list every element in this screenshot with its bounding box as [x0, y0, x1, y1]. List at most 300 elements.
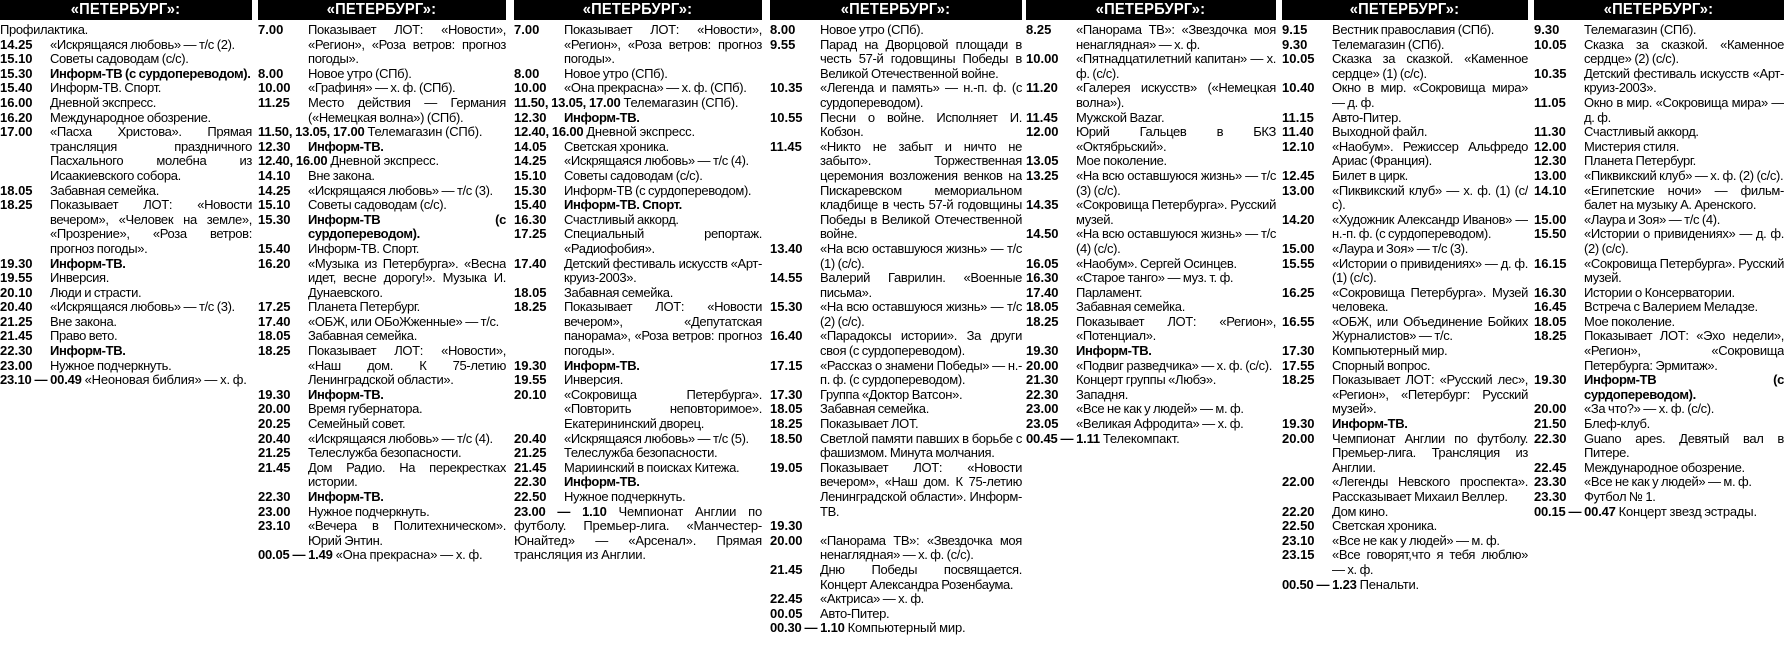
program-time: 11.50, 13.05, 17.00 [258, 124, 365, 140]
program-title: Люди и страсти. [50, 284, 142, 300]
program-time: 17.40 [1026, 284, 1059, 300]
program-time: 21.45 [258, 459, 291, 475]
program-title: Семейный совет. [308, 416, 406, 432]
program-item [1534, 300, 1784, 315]
program-time: 13.40 [770, 240, 803, 256]
program-time: 18.50 [770, 430, 803, 446]
program-item [1026, 198, 1276, 227]
program-item [770, 607, 1022, 622]
program-time: 11.50, 13.05, 17.00 [514, 94, 621, 110]
program-item [514, 461, 762, 476]
program-list [770, 20, 1022, 636]
program-item [1534, 286, 1784, 301]
program-title: «Рассказ о знамени Победы» — н.-п. ф. (с сурдопереводом). [820, 357, 1022, 388]
program-title: Информ-ТВ (с сурдопереводом). [308, 211, 506, 242]
program-time: 00.50 — 1.23 [1282, 576, 1357, 592]
program-title: Дневной экспресс. [586, 124, 695, 140]
program-time: 20.40 [258, 430, 291, 446]
program-item [514, 227, 762, 256]
program-time: 17.00 [0, 124, 33, 140]
program-item [258, 344, 506, 388]
program-item [1534, 475, 1784, 490]
program-title: Советы садоводам (с/с). [308, 197, 447, 213]
program-time: 23.00 [0, 357, 33, 373]
program-time: 12.40, 16.00 [514, 124, 584, 140]
program-title: Телемагазин (СПб). [623, 94, 739, 110]
program-title: Информ-ТВ. [1332, 416, 1408, 432]
program-item [0, 344, 252, 359]
program-title: Информ-ТВ (с сурдопереводом). [564, 182, 752, 198]
program-item [514, 140, 762, 155]
program-item [770, 242, 1022, 271]
program-title: «Искрящаяся любовь» — т/с (4). [308, 430, 493, 446]
program-item [1282, 417, 1528, 432]
program-item [1534, 432, 1784, 461]
program-title: «Наобум». Режиссер Альфредо Ариас (Франция). [1332, 138, 1528, 169]
program-title: Спорный вопрос. [1332, 357, 1431, 373]
program-time: 11.30 [1534, 124, 1566, 140]
schedule-column [1026, 0, 1276, 665]
program-item [770, 402, 1022, 417]
program-time: 10.35 [770, 80, 803, 96]
program-item [258, 67, 506, 82]
program-item [1534, 461, 1784, 476]
program-title: Информ-ТВ. [1076, 343, 1152, 359]
program-time: 11.45 [770, 138, 802, 154]
program-time: 22.30 [0, 343, 33, 359]
program-title: Инверсия. [564, 372, 624, 388]
program-time: 16.45 [1534, 299, 1567, 315]
program-title: Показывает ЛОТ: «Новости», «Регион», «Роза ветров: прогноз погоды». [308, 22, 506, 67]
program-item [258, 96, 506, 125]
program-time: 23.10 — 00.49 [0, 372, 82, 388]
program-time: 11.45 [1026, 109, 1058, 125]
program-title: Показывает ЛОТ: «Эхо недели», «Регион», «Сокровища Петербурга: Эрмитаж». [1584, 328, 1784, 373]
program-title: «Графиня» — х. ф. (СПб). [308, 80, 456, 96]
program-title: «Сокровища Петербурга». Русский музей. [1584, 255, 1784, 286]
program-time: 9.30 [1534, 22, 1560, 37]
program-list [514, 20, 762, 563]
program-time: 13.25 [1026, 167, 1059, 183]
program-title: «Пасха Христова». Прямая трансляция праздничного Пасхального молебна из Исаакиевского собора. [50, 124, 252, 183]
program-item [1026, 373, 1276, 388]
column-header: «ПЕТЕРБУРГ»: [1534, 0, 1784, 20]
schedule-column [0, 0, 252, 665]
program-time: 10.55 [770, 109, 803, 125]
program-time: 10.05 [1534, 36, 1567, 52]
program-time: 14.50 [1026, 226, 1059, 242]
program-time: 20.10 [514, 386, 547, 402]
program-item [1534, 213, 1784, 228]
column-header: «ПЕТЕРБУРГ»: [0, 0, 252, 20]
program-time: 19.30 [1026, 343, 1059, 359]
program-time: 15.50 [1534, 226, 1567, 242]
program-item [0, 359, 252, 374]
program-time: 22.20 [1282, 503, 1315, 519]
program-time: 22.50 [1282, 518, 1315, 534]
program-item [514, 446, 762, 461]
program-title: Валерий Гаврилин. «Военные письма». [820, 270, 1022, 300]
program-item [514, 184, 762, 199]
program-title: Информ-ТВ. [564, 357, 640, 373]
program-title: Забавная семейка. [564, 284, 673, 300]
program-title: Блеф-клуб. [1584, 416, 1650, 432]
program-title: «Музыка из Петербурга». «Весна идет, весне дорогу!». Музыка И. Дунаевского. [308, 255, 506, 300]
program-item [0, 329, 252, 344]
program-time: 17.15 [770, 357, 803, 373]
program-item [1282, 23, 1528, 38]
program-item [1534, 227, 1784, 256]
program-title: Показывает ЛОТ: «Новости вечером», «Депутатская панорама», «Роза ветров: прогноз погоды». [564, 299, 762, 359]
program-item [0, 271, 252, 286]
program-item [258, 198, 506, 213]
program-title: Вестник православия (СПб). [1332, 22, 1495, 37]
program-time: 20.00 [1282, 430, 1315, 446]
program-time: 18.25 [1282, 372, 1315, 388]
program-title: Дневной экспресс. [330, 153, 439, 169]
program-time: 23.00 [1026, 401, 1059, 417]
program-title: «За что?» — х. ф. (с/с). [1584, 401, 1715, 417]
program-item [1534, 23, 1784, 38]
program-title: Guano apes. Девятый вал в Питере. [1584, 430, 1784, 461]
program-item [770, 140, 1022, 242]
program-title: Забавная семейка. [308, 328, 417, 344]
program-title: «Сокровища Петербурга». Музей человека. [1332, 284, 1528, 315]
program-title: Мое поколение. [1076, 153, 1167, 169]
program-title: Окно в мир. «Сокровища мира» — д. ф. [1332, 80, 1528, 110]
program-item [1282, 257, 1528, 286]
program-time: 22.30 [1534, 430, 1567, 446]
program-time: 12.00 [1534, 138, 1567, 154]
program-time: 18.05 [514, 284, 547, 300]
program-time: 18.25 [1534, 328, 1567, 344]
program-item [1282, 125, 1528, 140]
program-time: 20.00 [1026, 357, 1059, 373]
program-item [1026, 52, 1276, 81]
program-title: Футбол № 1. [1584, 489, 1656, 504]
program-item [770, 81, 1022, 110]
program-item [514, 198, 762, 213]
program-item [258, 23, 506, 67]
program-title: Светская хроника. [564, 138, 669, 154]
program-title: Показывает ЛОТ: «Новости», «Регион», «Роза ветров: прогноз погоды». [564, 22, 762, 67]
program-item [770, 563, 1022, 592]
program-list [1282, 20, 1528, 592]
program-item [0, 184, 252, 199]
program-time: 18.05 [1026, 299, 1059, 315]
program-item [514, 96, 762, 111]
program-time: 8.25 [1026, 22, 1052, 37]
program-item [1282, 140, 1528, 169]
program-item [258, 81, 506, 96]
program-time: 23.30 [1534, 474, 1567, 490]
program-title: Показывает ЛОТ: «Русский лес», «Регион», «Петербург: Русский музей». [1332, 372, 1528, 417]
program-item [258, 417, 506, 432]
program-title: «На всю оставшуюся жизнь» — т/с (1) (с/с). [820, 240, 1022, 271]
program-item [1282, 432, 1528, 476]
program-time: 00.05 [770, 605, 803, 621]
program-item [1282, 38, 1528, 53]
program-title: «Она прекрасна» — х. ф. (СПб). [564, 80, 747, 96]
program-item [1282, 534, 1528, 549]
program-time: 16.05 [1026, 255, 1059, 271]
program-item [1534, 169, 1784, 184]
program-title: Встреча с Валерием Меладзе. [1584, 299, 1758, 315]
program-item [1282, 359, 1528, 374]
schedule-column [770, 0, 1022, 665]
program-item [1026, 257, 1276, 272]
program-title: Истории о Консерватории. [1584, 284, 1735, 300]
program-item [1026, 169, 1276, 198]
program-time: 13.00 [1534, 167, 1567, 183]
schedule-column [258, 0, 506, 665]
program-item [514, 213, 762, 228]
program-time: 15.00 [1282, 240, 1315, 256]
program-time: 14.35 [1026, 197, 1059, 213]
program-title: Инверсия. [50, 270, 110, 286]
program-item [1282, 213, 1528, 242]
program-item [514, 432, 762, 447]
program-title: Дом Радио. На перекрестках истории. [308, 459, 506, 490]
program-item [514, 373, 762, 388]
program-time: 9.55 [770, 36, 796, 52]
program-time: 22.00 [1282, 474, 1315, 490]
program-title: Нужное подчеркнуть. [50, 357, 172, 373]
program-time: 10.00 [514, 80, 547, 96]
program-title: Советы садоводам (с/с). [50, 51, 189, 67]
program-title: «Пиквикский клуб» — х. ф. (2) (с/с). [1584, 167, 1784, 183]
program-item [258, 257, 506, 301]
program-time: 11.05 [1534, 94, 1566, 110]
program-title: Телемагазин (СПб). [1332, 36, 1445, 52]
program-title: «Лаура и Зоя» — т/с (4). [1584, 211, 1720, 227]
program-time: 14.55 [770, 270, 803, 286]
program-item [0, 111, 252, 126]
program-title: Западня. [1076, 386, 1128, 402]
program-time: 23.10 [1282, 532, 1315, 548]
program-item [258, 490, 506, 505]
program-time: 11.15 [1282, 109, 1314, 125]
program-title: Пенальти. [1359, 576, 1419, 592]
program-item [1534, 67, 1784, 96]
program-item [514, 67, 762, 82]
program-item [770, 23, 1022, 38]
program-time: 18.05 [258, 328, 291, 344]
program-title: Парад на Дворцовой площади в честь 57-й годовщины Победы в Великой Отечественной войне. [820, 36, 1022, 81]
program-time: 14.25 [0, 36, 33, 52]
program-item [1026, 300, 1276, 315]
program-time: 22.50 [514, 489, 547, 504]
program-title: «На всю оставшуюся жизнь» — т/с (4) (с/с). [1076, 226, 1276, 256]
program-item [514, 286, 762, 301]
program-item [770, 300, 1022, 329]
program-time: 14.25 [258, 182, 291, 198]
program-title: «Легенда и память» — н.-п. ф. (с сурдопереводом). [820, 80, 1022, 110]
program-time: 10.40 [1282, 80, 1315, 96]
program-item [1282, 373, 1528, 417]
program-time: 19.30 [0, 255, 33, 271]
program-item [1282, 242, 1528, 257]
program-title: Телемагазин (СПб). [367, 124, 483, 140]
program-item [0, 300, 252, 315]
program-item [514, 300, 762, 358]
program-title: Время губернатора. [308, 401, 423, 417]
program-time: 22.45 [1534, 459, 1567, 475]
program-time: 11.25 [258, 94, 290, 110]
program-title: Показывает ЛОТ: «Новости», «Наш дом. К 75-летию Ленинградской области». [308, 343, 506, 388]
program-item [1282, 52, 1528, 81]
program-title: «Старое танго» — муз. т. ф. [1076, 270, 1234, 286]
program-time: 19.30 [770, 518, 803, 534]
program-item [1026, 315, 1276, 344]
program-time: 11.20 [1026, 80, 1058, 96]
program-item [514, 490, 762, 505]
program-title: Профилактика. [0, 22, 88, 37]
program-item [1026, 286, 1276, 301]
program-title: «Вечера в Политехническом». Юрий Энтин. [308, 518, 506, 548]
program-title: Счастливый аккорд. [564, 211, 679, 227]
program-item [1534, 257, 1784, 286]
program-time: 15.40 [514, 197, 547, 213]
program-title: Информ-ТВ. [564, 109, 640, 125]
program-time: 12.40, 16.00 [258, 153, 328, 169]
program-time: 17.55 [1282, 357, 1315, 373]
program-time: 21.25 [0, 313, 33, 329]
program-time: 15.55 [1282, 255, 1315, 271]
program-title: Показывает ЛОТ: «Новости вечером», «Человек на земле», «Прозрение», «Роза ветров: прогноз погоды». [50, 197, 252, 256]
program-title: Право вето. [50, 328, 118, 344]
schedule-column [1534, 0, 1784, 665]
program-title: «Наобум». Сергей Осинцев. [1076, 255, 1237, 271]
program-time: 11.40 [1282, 124, 1314, 140]
program-time: 21.30 [1026, 372, 1059, 388]
program-title: Показывает ЛОТ. [820, 416, 919, 432]
program-title: «Галерея искусств» («Немецкая волна»). [1076, 80, 1276, 110]
program-title: Концерт группы «Любэ». [1076, 372, 1216, 388]
program-time: 16.20 [0, 109, 33, 125]
program-time: 16.25 [1282, 284, 1315, 300]
program-title: «Сокровища Петербурга». Русский музей. [1076, 197, 1276, 227]
program-title: Новое утро (СПб). [820, 22, 924, 37]
program-time: 23.30 [1534, 489, 1567, 504]
program-item [1282, 475, 1528, 504]
program-title: Компьютерный мир. [847, 620, 966, 636]
program-time: 00.15 — 00.47 [1534, 503, 1616, 519]
program-item [514, 388, 762, 432]
program-time: 12.30 [258, 138, 291, 154]
program-item [0, 125, 252, 183]
program-title: «Подвиг разведчика» — х. ф. (с/с). [1076, 357, 1273, 373]
program-item [0, 67, 252, 82]
program-time: 12.00 [1026, 124, 1059, 140]
program-time: 12.30 [1534, 153, 1567, 169]
program-time: 10.35 [1534, 65, 1567, 81]
program-title: «ОБЖ, или Объединение Бойких Журналистов» — т/с. [1332, 313, 1528, 344]
program-item [1534, 38, 1784, 67]
program-title: Забавная семейка. [50, 182, 159, 198]
program-item [1534, 417, 1784, 432]
program-item [1282, 578, 1528, 593]
program-time: 22.30 [258, 489, 291, 504]
program-time: 18.25 [770, 416, 803, 432]
program-item [1534, 96, 1784, 125]
program-item [258, 154, 506, 169]
program-item [1026, 417, 1276, 432]
program-time: 10.05 [1282, 51, 1315, 67]
program-item [258, 300, 506, 315]
program-time: 8.00 [514, 65, 540, 81]
program-item [1026, 402, 1276, 417]
program-item [1026, 125, 1276, 154]
program-time: 19.30 [1534, 372, 1567, 388]
program-item [1534, 184, 1784, 213]
program-title: «На всю оставшуюся жизнь» — т/с (3) (с/с). [1076, 167, 1276, 198]
program-item [1026, 154, 1276, 169]
program-title: Сказка за сказкой. «Каменное сердце» (1) (с/с). [1332, 51, 1528, 81]
program-title: «Истории о привидениях» — д. ф. (1) (с/с). [1332, 255, 1528, 286]
program-item [0, 257, 252, 272]
program-title: «Искрящаяся любовь» — т/с (3). [308, 182, 493, 198]
program-title: Мое поколение. [1584, 313, 1675, 329]
program-item [770, 388, 1022, 403]
program-item [770, 621, 1022, 636]
program-title: Группа «Доктор Ватсон». [820, 386, 963, 402]
program-title: Песни о войне. Исполняет И. Кобзон. [820, 109, 1022, 140]
program-item [1026, 359, 1276, 374]
program-item [0, 52, 252, 67]
program-item [1026, 227, 1276, 256]
column-header: «ПЕТЕРБУРГ»: [258, 0, 506, 20]
program-time: 21.25 [258, 445, 291, 461]
program-item [1282, 184, 1528, 213]
program-title: «На всю оставшуюся жизнь» — т/с (2) (с/с). [820, 299, 1022, 329]
program-item [1534, 505, 1784, 520]
program-time: 13.05 [1026, 153, 1059, 169]
program-time: 00.45 — 1.11 [1026, 430, 1100, 446]
program-title: Планета Петербург. [308, 299, 420, 315]
program-title: Вне закона. [50, 313, 117, 329]
program-title: Советы садоводам (с/с). [564, 167, 703, 183]
program-item [258, 169, 506, 184]
program-time: 00.05 — 1.49 [258, 547, 333, 563]
program-time: 22.45 [770, 591, 803, 607]
program-title: Нужное подчеркнуть. [308, 503, 430, 519]
program-time: 18.25 [1026, 313, 1059, 329]
program-time: 18.25 [258, 343, 291, 359]
program-title: «Все говорят,что я тебя люблю» — х. ф. [1332, 547, 1528, 577]
program-time: 15.40 [0, 80, 33, 96]
program-item [514, 169, 762, 184]
program-time: 21.50 [1534, 416, 1567, 432]
program-title: Новое утро (СПб). [308, 65, 412, 81]
schedule-column [514, 0, 762, 665]
program-item [258, 242, 506, 257]
program-item [514, 23, 762, 67]
program-item [1026, 23, 1276, 52]
program-time: 12.45 [1282, 167, 1315, 183]
program-title: «Искрящаяся любовь» — т/с (4). [564, 153, 749, 169]
program-time: 10.00 [1026, 51, 1059, 67]
program-title: Детский фестиваль искусств «Арт-круиз-2003». [564, 255, 762, 286]
program-time: 14.20 [1282, 211, 1315, 227]
program-time: 16.30 [1534, 284, 1567, 300]
program-item [1026, 81, 1276, 110]
program-item [1534, 140, 1784, 155]
program-item [514, 475, 762, 490]
program-time: 15.30 [770, 299, 803, 315]
program-item [0, 373, 252, 388]
program-item [1534, 125, 1784, 140]
